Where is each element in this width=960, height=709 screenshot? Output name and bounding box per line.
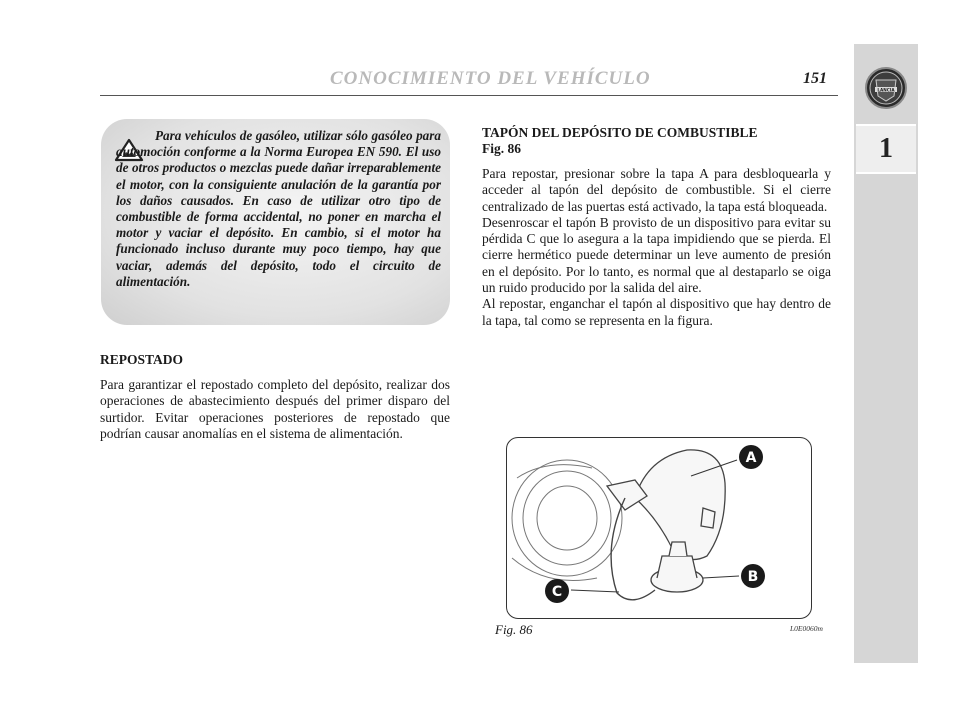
warning-text: Para vehículos de gasóleo, utilizar sólo gasóleo para automoción conforme a la Norma Europea EN 590. El uso de otros productos o mezclas puede dañar irreparablemente el motor, con la consiguiente anulación de la garantía por los daños causados. En caso de utilizar otro tipo de combustible de forma accidental, no poner en marcha el motor y vaciar el depósito. En cambio, si el motor ha funcionado incluso durante muy poco tiempo, hay que vaciar, además del depósito, todo el circuito de alimentación. xyxy=(116,128,441,289)
callout-b xyxy=(741,564,765,588)
figure-caption: Fig. 86 xyxy=(495,622,533,637)
fuel-cap-figure-ref: Fig. 86 xyxy=(482,141,521,156)
chapter-number: 1 xyxy=(879,133,893,164)
figure-86 xyxy=(506,437,812,619)
header-rule xyxy=(100,95,838,96)
svg-text:C: C xyxy=(551,584,563,600)
header-title: CONOCIMIENTO DEL VEHÍCULO xyxy=(330,68,651,89)
lancia-logo-icon xyxy=(864,66,908,115)
svg-text:B: B xyxy=(747,569,759,585)
page-number: 151 xyxy=(803,70,827,87)
fuel-cap-text: Para repostar, presionar sobre la tapa A para desbloquearla y acceder al tapón del depósito de combustible. Si el cierre centralizado de las puertas está activado, la tapa está bloqueada. Desenroscar el tapón B provisto de un dispositivo para evitar su pérdida C que lo asegura a la tapa impidiendo que se pierda. El cierre hermético puede determinar un leve aumento de presión en el depósito. Por lo tanto, es normal que al destaparlo se oiga un ruido producido por la salida del aire. Al repostar, enganchar el tapón al dispositivo que hay dentro de la tapa, tal como se representa en la figura. xyxy=(482,166,831,328)
callout-a xyxy=(739,445,763,469)
chapter-tab[interactable] xyxy=(856,124,916,174)
refueling-text: Para garantizar el repostado completo del depósito, realizar dos operaciones de abastecimiento después del primer disparo del surtidor. Evitar operaciones posteriores de repostado que podrían causar anomalías en el sistema de alimentación. xyxy=(100,377,450,441)
svg-text:LANCIA: LANCIA xyxy=(877,87,895,93)
refueling-heading: REPOSTADO xyxy=(100,352,184,367)
callout-c xyxy=(545,579,569,603)
figure-code: L0E0060m xyxy=(790,624,823,633)
fuel-cap-illustration xyxy=(507,438,811,618)
fuel-cap-heading: TAPÓN DEL DEPÓSITO DE COMBUSTIBLE xyxy=(482,125,758,140)
svg-text:A: A xyxy=(745,450,757,466)
